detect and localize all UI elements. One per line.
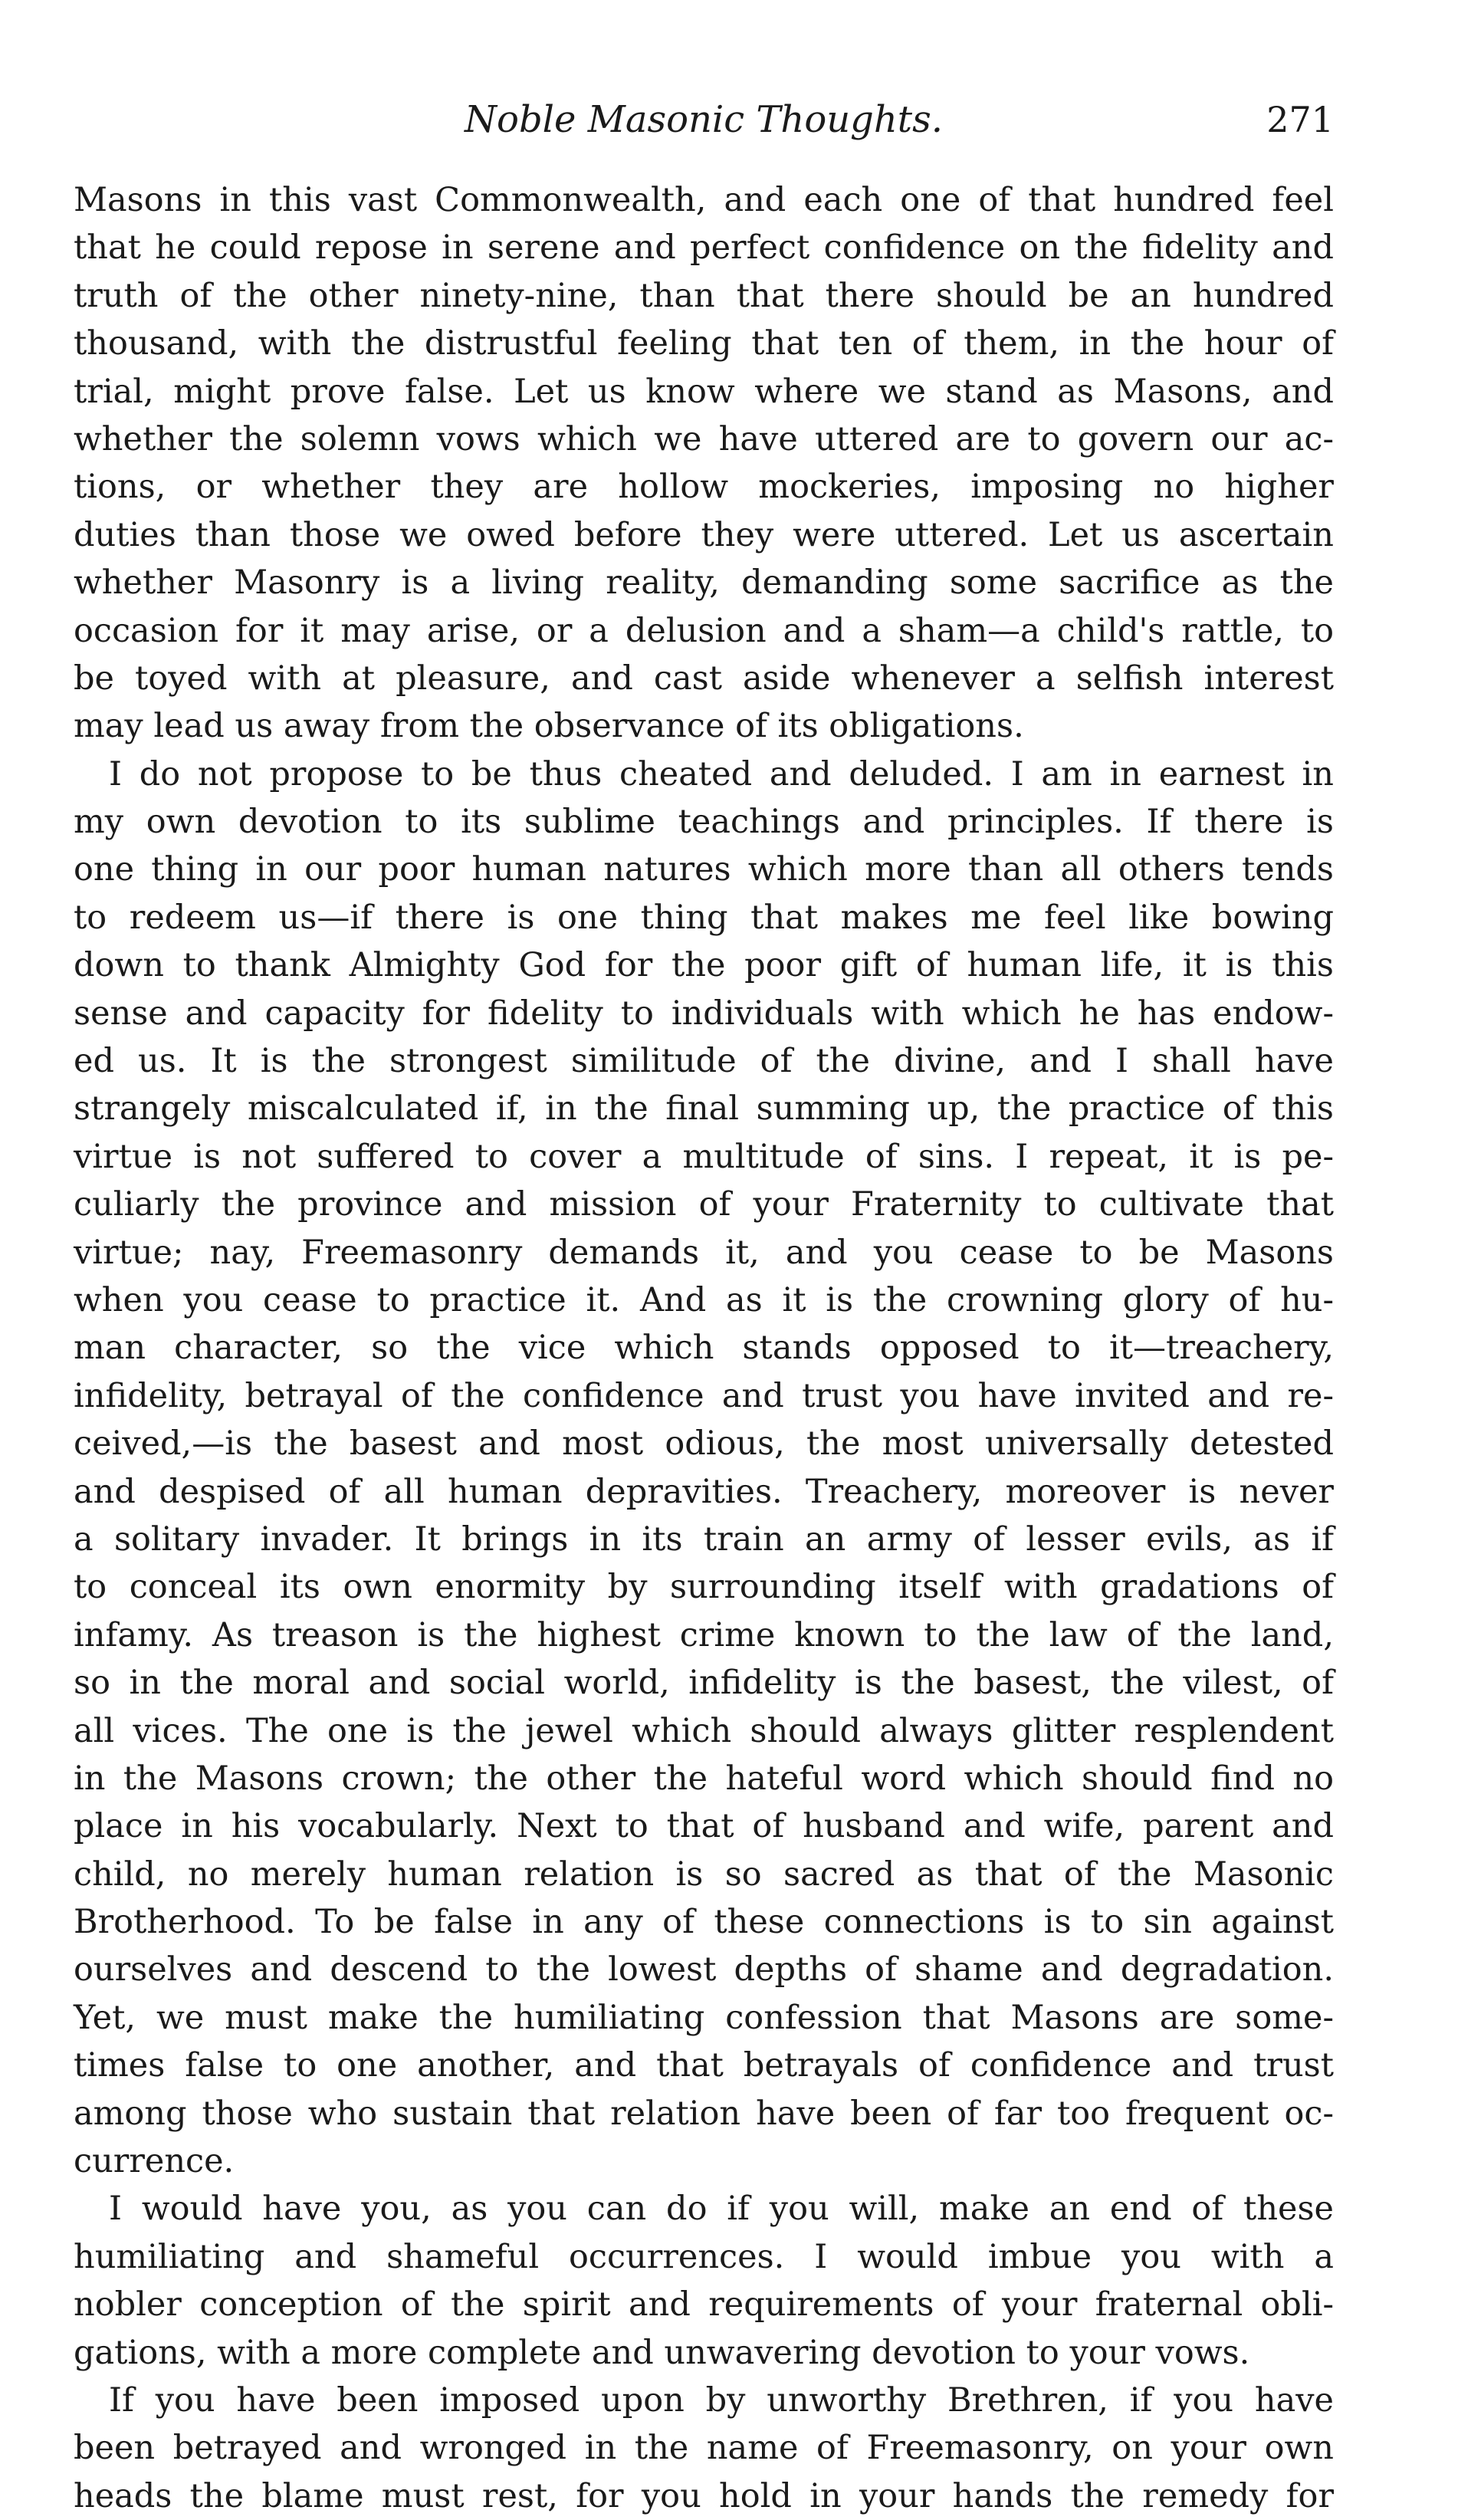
text-line: humiliating and shameful occurrences. I would imbue you with a <box>74 2237 1334 2276</box>
text-line: virtue is not suffered to cover a multitude of sins. I repeat, it is pe- <box>74 1137 1334 1176</box>
text-line: sense and capacity for fidelity to individuals with which he has endow- <box>74 994 1334 1033</box>
text-line: ceived,—is the basest and most odious, the most universally detested <box>74 1424 1334 1464</box>
text-line: Brotherhood. To be false in any of these connections is to sin against <box>74 1903 1334 1942</box>
text-line: my own devotion to its sublime teachings and principles. If there is <box>74 803 1334 842</box>
text-line: in the Masons crown; the other the hateful word which should find no <box>74 1759 1334 1798</box>
text-line: strangely miscalculated if, in the final summing up, the practice of this <box>74 1089 1334 1129</box>
text-line: ourselves and descend to the lowest depths of shame and degradation. <box>74 1950 1334 1989</box>
paragraph-start-line: I do not propose to be thus cheated and deluded. I am in earnest in <box>109 754 1334 793</box>
text-line: that he could repose in serene and perfect confidence on the fidelity and <box>74 228 1334 268</box>
text-line: duties than those we owed before they were uttered. Let us ascertain <box>74 515 1334 554</box>
text-line: infidelity, betrayal of the confidence and trust you have invited and re- <box>74 1376 1334 1415</box>
text-line: to conceal its own enormity by surrounding itself with gradations of <box>74 1568 1334 1607</box>
text-line: occasion for it may arise, or a delusion and a sham—a child's rattle, to <box>74 611 1334 650</box>
text-line: child, no merely human relation is so sacred as that of the Masonic <box>74 1855 1334 1894</box>
text-line: man character, so the vice which stands opposed to it—treachery, <box>74 1329 1334 1368</box>
text-line: among those who sustain that relation have been of far too frequent oc- <box>74 2094 1334 2133</box>
text-line: down to thank Almighty God for the poor gift of human life, it is this <box>74 946 1334 985</box>
text-line: virtue; nay, Freemasonry demands it, and you cease to be Masons <box>74 1233 1334 1272</box>
running-title: Noble Masonic Thoughts. <box>465 98 943 141</box>
text-line: truth of the other ninety-nine, than that there should be an hundred <box>74 276 1334 315</box>
page-header <box>74 97 1334 150</box>
paragraph-end-line: currence. <box>74 2142 235 2181</box>
text-line: be toyed with at pleasure, and cast aside whenever a selfish interest <box>74 659 1334 698</box>
text-line: nobler conception of the spirit and requirements of your fraternal obli- <box>74 2285 1334 2325</box>
paragraph-end-line: may lead us away from the observance of its obligations. <box>74 707 1024 746</box>
text-line: thousand, with the distrustful feeling that ten of them, in the hour of <box>74 324 1334 363</box>
text-line: and despised of all human depravities. Treachery, moreover is never <box>74 1472 1334 1511</box>
text-line: place in his vocabularly. Next to that of husband and wife, parent and <box>74 1807 1334 1846</box>
page-number: 271 <box>1266 99 1334 140</box>
text-line: ed us. It is the strongest similitude of the divine, and I shall have <box>74 1042 1334 1081</box>
body-text <box>74 176 1334 2520</box>
text-line: times false to one another, and that betrayals of confidence and trust <box>74 2046 1334 2085</box>
text-line: been betrayed and wronged in the name of Freemasonry, on your own <box>74 2429 1334 2468</box>
paragraph-start-line: If you have been imposed upon by unworthy Brethren, if you have <box>109 2380 1334 2420</box>
text-line: trial, might prove false. Let us know where we stand as Masons, and <box>74 372 1334 411</box>
text-line: to redeem us—if there is one thing that makes me feel like bowing <box>74 898 1334 937</box>
text-line: Yet, we must make the humiliating confession that Masons are some- <box>74 1998 1334 2037</box>
text-line: one thing in our poor human natures which more than all others tends <box>74 850 1334 889</box>
text-line: a solitary invader. It brings in its train an army of lesser evils, as if <box>74 1520 1334 1559</box>
text-line: so in the moral and social world, infidelity is the basest, the vilest, of <box>74 1664 1334 1703</box>
paragraph-end-line: gations, with a more complete and unwavering devotion to your vows. <box>74 2333 1250 2372</box>
text-line: whether the solemn vows which we have uttered are to govern our ac- <box>74 419 1334 458</box>
text-line: culiarly the province and mission of your Fraternity to cultivate that <box>74 1185 1334 1224</box>
paragraph-start-line: I would have you, as you can do if you will, make an end of these <box>109 2190 1334 2229</box>
text-line: tions, or whether they are hollow mockeries, imposing no higher <box>74 468 1334 507</box>
text-line: infamy. As treason is the highest crime known to the law of the land, <box>74 1615 1334 1654</box>
text-line: whether Masonry is a living reality, demanding some sacrifice as the <box>74 563 1334 603</box>
text-line: Masons in this vast Commonwealth, and each one of that hundred feel <box>74 181 1334 219</box>
text-line: heads the blame must rest, for you hold in your hands the remedy for <box>74 2476 1334 2515</box>
text-line: all vices. The one is the jewel which should always glitter resplendent <box>74 1711 1334 1750</box>
text-line: when you cease to practice it. And as it is the crowning glory of hu- <box>74 1280 1334 1319</box>
